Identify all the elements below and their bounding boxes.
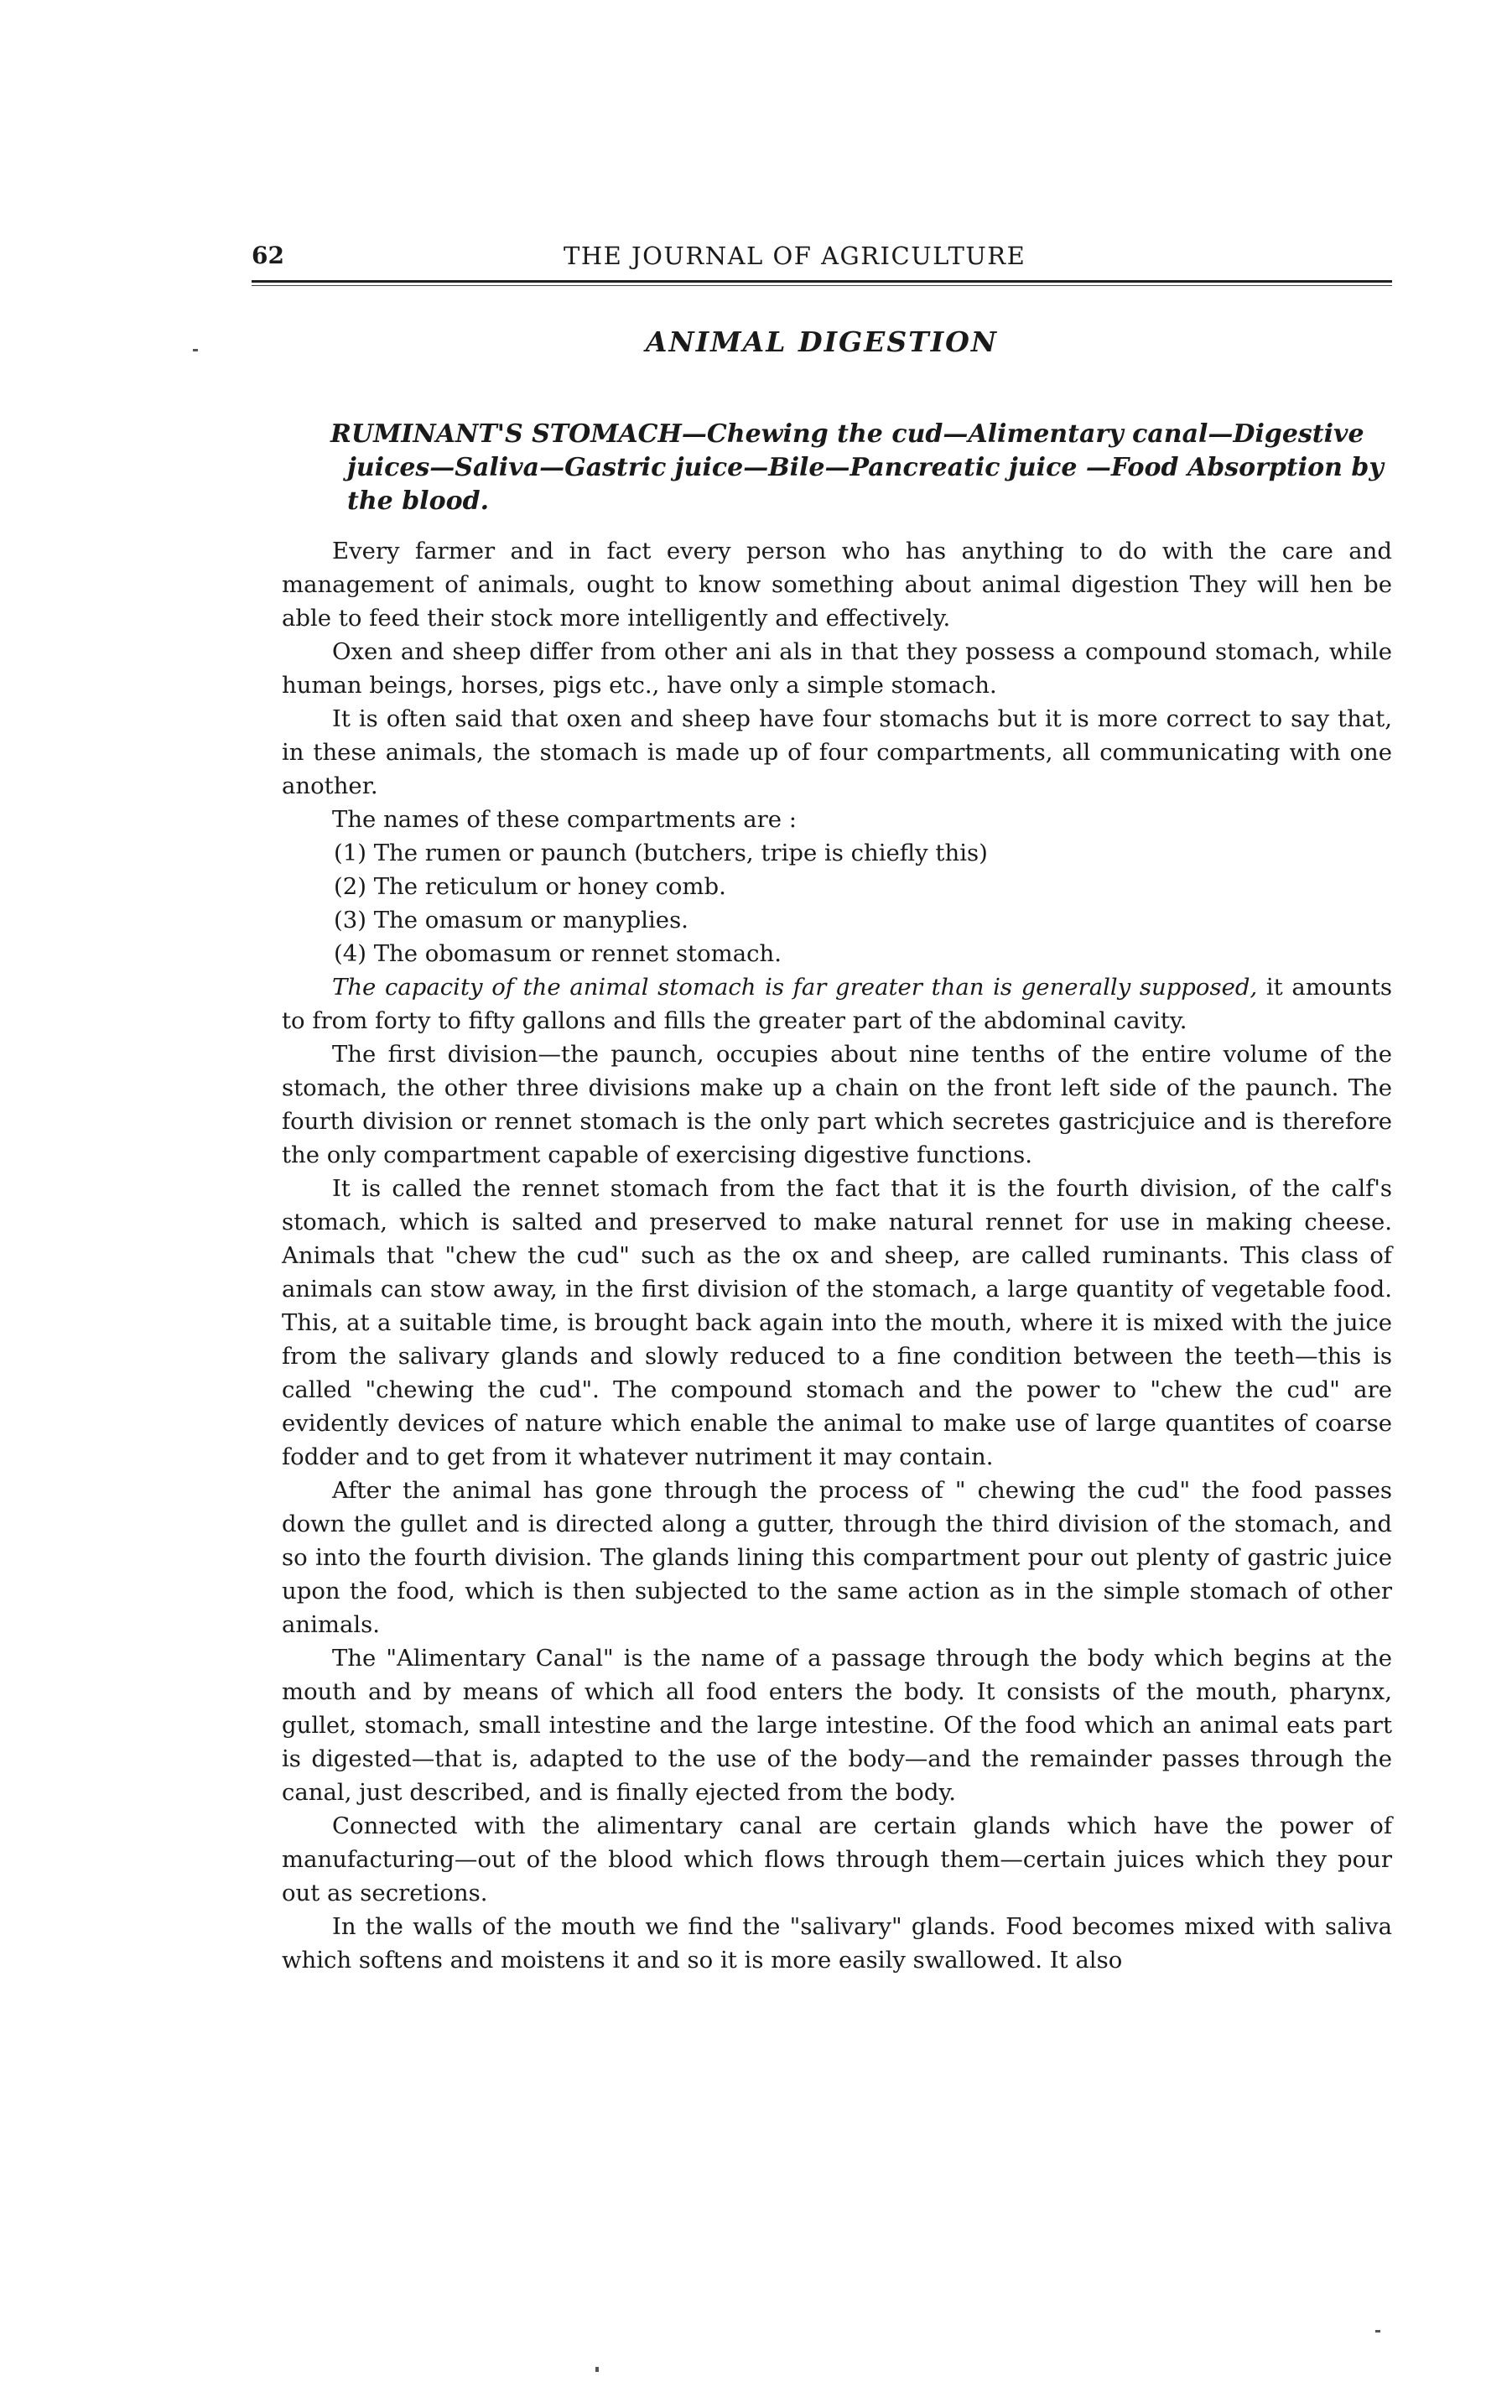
paragraph: It is called the rennet stomach from the fact that it is the fourth division, of the calf's stomach, which is salted and preserved to make natural rennet for use in making cheese. Animals that "chew the cud" such as the ox and sheep, are called ruminants. This class of animals can stow away, in the first division of the stomach, a large quantity of vegetable food. This, at a suitable time, is brought back again into the mouth, where it is mixed with the juice from the salivary glands and slowly reduced to a fine condition between the teeth—this is called "chewing the cud". The compound stomach and the power to "chew the cud" are evidently devices of nature which enable the animal to make use of large quantites of coarse fodder and to get from it whatever nutriment it may contain. (282, 1175, 1392, 1470)
journal-title: THE JOURNAL OF AGRICULTURE (564, 242, 1026, 270)
article-body (282, 534, 1392, 1977)
paragraph: It is often said that oxen and sheep have four stomachs but it is more correct to say that, in these animals, the stomach is made up of four compartments, all communicating with one another. (282, 705, 1392, 799)
capacity-italic-text: The capacity of the animal stomach is far greater than is generally supposed, (332, 974, 1258, 1001)
article-title: ANIMAL DIGESTION (645, 325, 999, 358)
article-subtitle: RUMINANT'S STOMACH—Chewing the cud—Alimentary canal—Digestive juices—Saliva—Gastric juice—Bile—Pancreatic juice —Food Absorption by the blood. (330, 419, 1384, 516)
compartment-item: (4) The obomasum or rennet stomach. (334, 940, 782, 967)
compartment-item: (1) The rumen or paunch (butchers, tripe is chiefly this) (334, 840, 988, 866)
page-number: 62 (252, 242, 284, 269)
paragraph: Every farmer and in fact every person who has anything to do with the care and management of animals, ought to know something about animal digestion They will hen be able to feed their stock more intelligently and effectively. (282, 538, 1392, 632)
compartment-item: (3) The omasum or manyplies. (334, 907, 688, 934)
scan-speck (193, 349, 198, 351)
paragraph: Oxen and sheep differ from other ani als in that they possess a compound stomach, while human beings, horses, pigs etc., have only a simple stomach. (282, 638, 1392, 699)
capacity-paragraph (282, 970, 1392, 1038)
paragraph: The names of these compartments are : (332, 806, 798, 833)
scan-speck (595, 2367, 599, 2372)
paragraph: The "Alimentary Canal" is the name of a passage through the body which begins at the mouth and by means of which all food enters the body. It consists of the mouth, pharynx, gullet, stomach, small intestine and the large intestine. Of the food which an animal eats part is digested—that is, adapted to the use of the body—and the remainder passes through the canal, just described, and is finally ejected from the body. (282, 1645, 1392, 1806)
paragraph: After the animal has gone through the process of " chewing the cud" the food passes down the gullet and is directed along a gutter, through the third division of the stomach, and so into the fourth division. The glands lining this compartment pour out plenty of gastric juice upon the food, which is then subjected to the same action as in the simple stomach of other animals. (282, 1477, 1392, 1638)
paragraph: The first division—the paunch, occupies about nine tenths of the entire volume of the stomach, the other three divisions make up a chain on the front left side of the paunch. The fourth division or rennet stomach is the only part which secretes gastricjuice and is therefore the only compartment capable of exercising digestive functions. (282, 1041, 1392, 1168)
compartment-item: (2) The reticulum or honey comb. (334, 873, 726, 900)
header-rule-thin (252, 285, 1392, 286)
running-header (252, 242, 1392, 275)
header-rule (252, 280, 1392, 283)
paragraph: Connected with the alimentary canal are certain glands which have the power of manufacturing—out of the blood which flows through them—certain juices which they pour out as secretions. (282, 1813, 1392, 1906)
scan-speck (1375, 2330, 1380, 2333)
paragraph: In the walls of the mouth we find the "salivary" glands. Food becomes mixed with saliva which softens and moistens it and so it is more easily swallowed. It also (282, 1913, 1392, 1974)
capacity-roman-text: it amounts to from forty to fifty gallons and fills the greater part of the abdominal cavity. (282, 974, 1392, 1034)
